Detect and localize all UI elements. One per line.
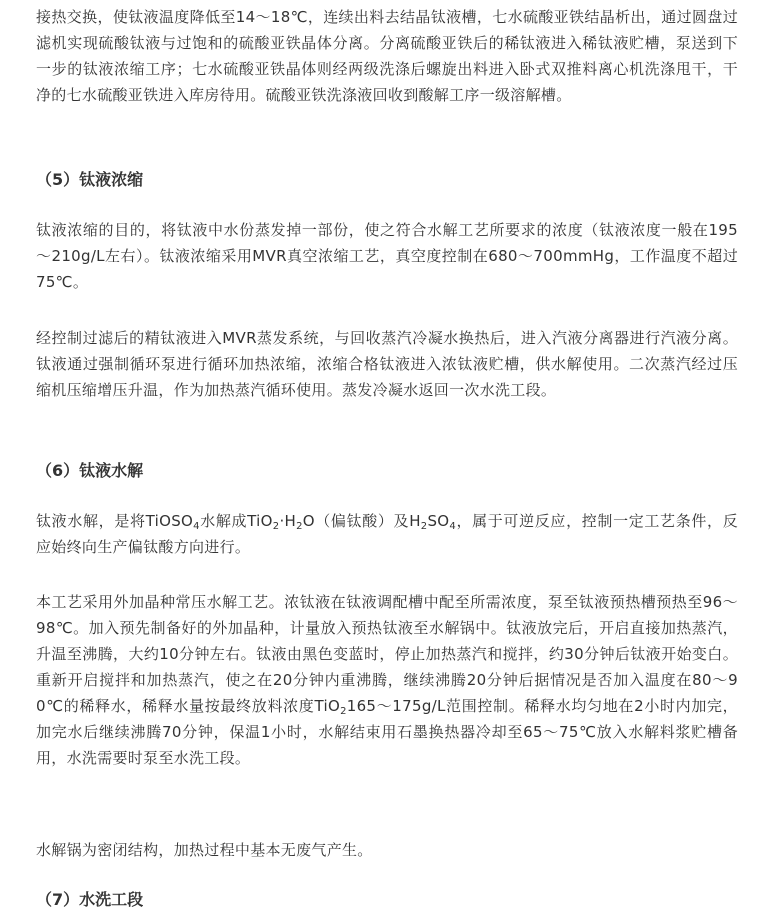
paragraph-mvr-process: 经控制过滤后的精钛液进入MVR蒸发系统，与回收蒸汽冷凝水换热后，进入汽液分离器进行汽液分离。钛液通过强制循环泵进行循环加热浓缩，浓缩合格钛液进入浓钛液贮槽，供水解使用。二次蒸汽经过压缩机压缩增压升温，作为加热蒸汽循环使用。蒸发冷凝水返回一次水洗工段。 (36, 329, 738, 399)
text-run: ·H (279, 512, 297, 530)
text-run: O（偏钛酸）及H (302, 512, 421, 530)
section-heading-5: （5）钛液浓缩 (36, 170, 144, 189)
text-run: 165～175g/L范围控制。稀释水均匀地在2小时内加完，加完水后继续沸腾70分钟，保温1小时，水解结束用石墨换热器冷却至65～75℃放入水解料浆贮槽备用，水洗需要时泵至水洗工段。 (36, 697, 738, 767)
text-run: ，属于可逆反应，控制一定工艺条件，反应始终向生产偏钛酸方向进行。 (36, 512, 739, 556)
text-run: 钛液水解，是将TiOSO (36, 512, 194, 530)
text-run: 本工艺采用外加晶种常压水解工艺。浓钛液在钛液调配槽中配至所需浓度，泵至钛液预热槽预热至96～98℃。加入预先制备好的外加晶种，计量放入预热钛液至水解锅中。钛液放完后，开启直接加热蒸汽，升温至沸腾，大约10分钟左右。钛液由黑色变蓝时，停止加热蒸汽和搅拌，约30分钟后钛液开始变白。重新开启搅拌和加热蒸汽，使之在20分钟内重沸腾，继续沸腾20分钟后据情况是否加入温度在80～90℃的稀释水，稀释水量按最终放料浓度TiO (36, 593, 738, 715)
subscript: 2 (340, 706, 347, 717)
section-heading-7: （7）水洗工段 (36, 890, 144, 909)
paragraph-concentration-purpose: 钛液浓缩的目的，将钛液中水份蒸发掉一部份，使之符合水解工艺所要求的浓度（钛液浓度一般在195～210g/L左右）。钛液浓缩采用MVR真空浓缩工艺，真空度控制在680～700mmHg，工作温度不超过75℃。 (36, 221, 738, 291)
text-run: 水解成TiO (199, 512, 273, 530)
subscript: 2 (420, 521, 428, 532)
text-run: SO (427, 512, 450, 530)
paragraph-hydrolysis-process (36, 589, 738, 771)
subscript: 2 (296, 521, 303, 532)
section-heading-6: （6）钛液水解 (36, 461, 144, 480)
subscript: 4 (193, 521, 200, 532)
paragraph-crystallization: 接热交换，使钛液温度降低至14～18℃，连续出料去结晶钛液槽，七水硫酸亚铁结晶析出，通过圆盘过滤机实现硫酸钛液与过饱和的硫酸亚铁晶体分离。分离硫酸亚铁后的稀钛液进入稀钛液贮槽，泵送到下一步的钛液浓缩工序；七水硫酸亚铁晶体则经两级洗涤后螺旋出料进入卧式双推料离心机洗涤甩干，干净的七水硫酸亚铁进入库房待用。硫酸亚铁洗涤液回收到酸解工序一级溶解槽。 (36, 8, 738, 104)
subscript: 4 (449, 521, 457, 532)
paragraph-closed-structure: 水解锅为密闭结构，加热过程中基本无废气产生。 (36, 841, 373, 859)
paragraph-hydrolysis-definition (36, 508, 738, 560)
subscript: 2 (272, 521, 280, 532)
